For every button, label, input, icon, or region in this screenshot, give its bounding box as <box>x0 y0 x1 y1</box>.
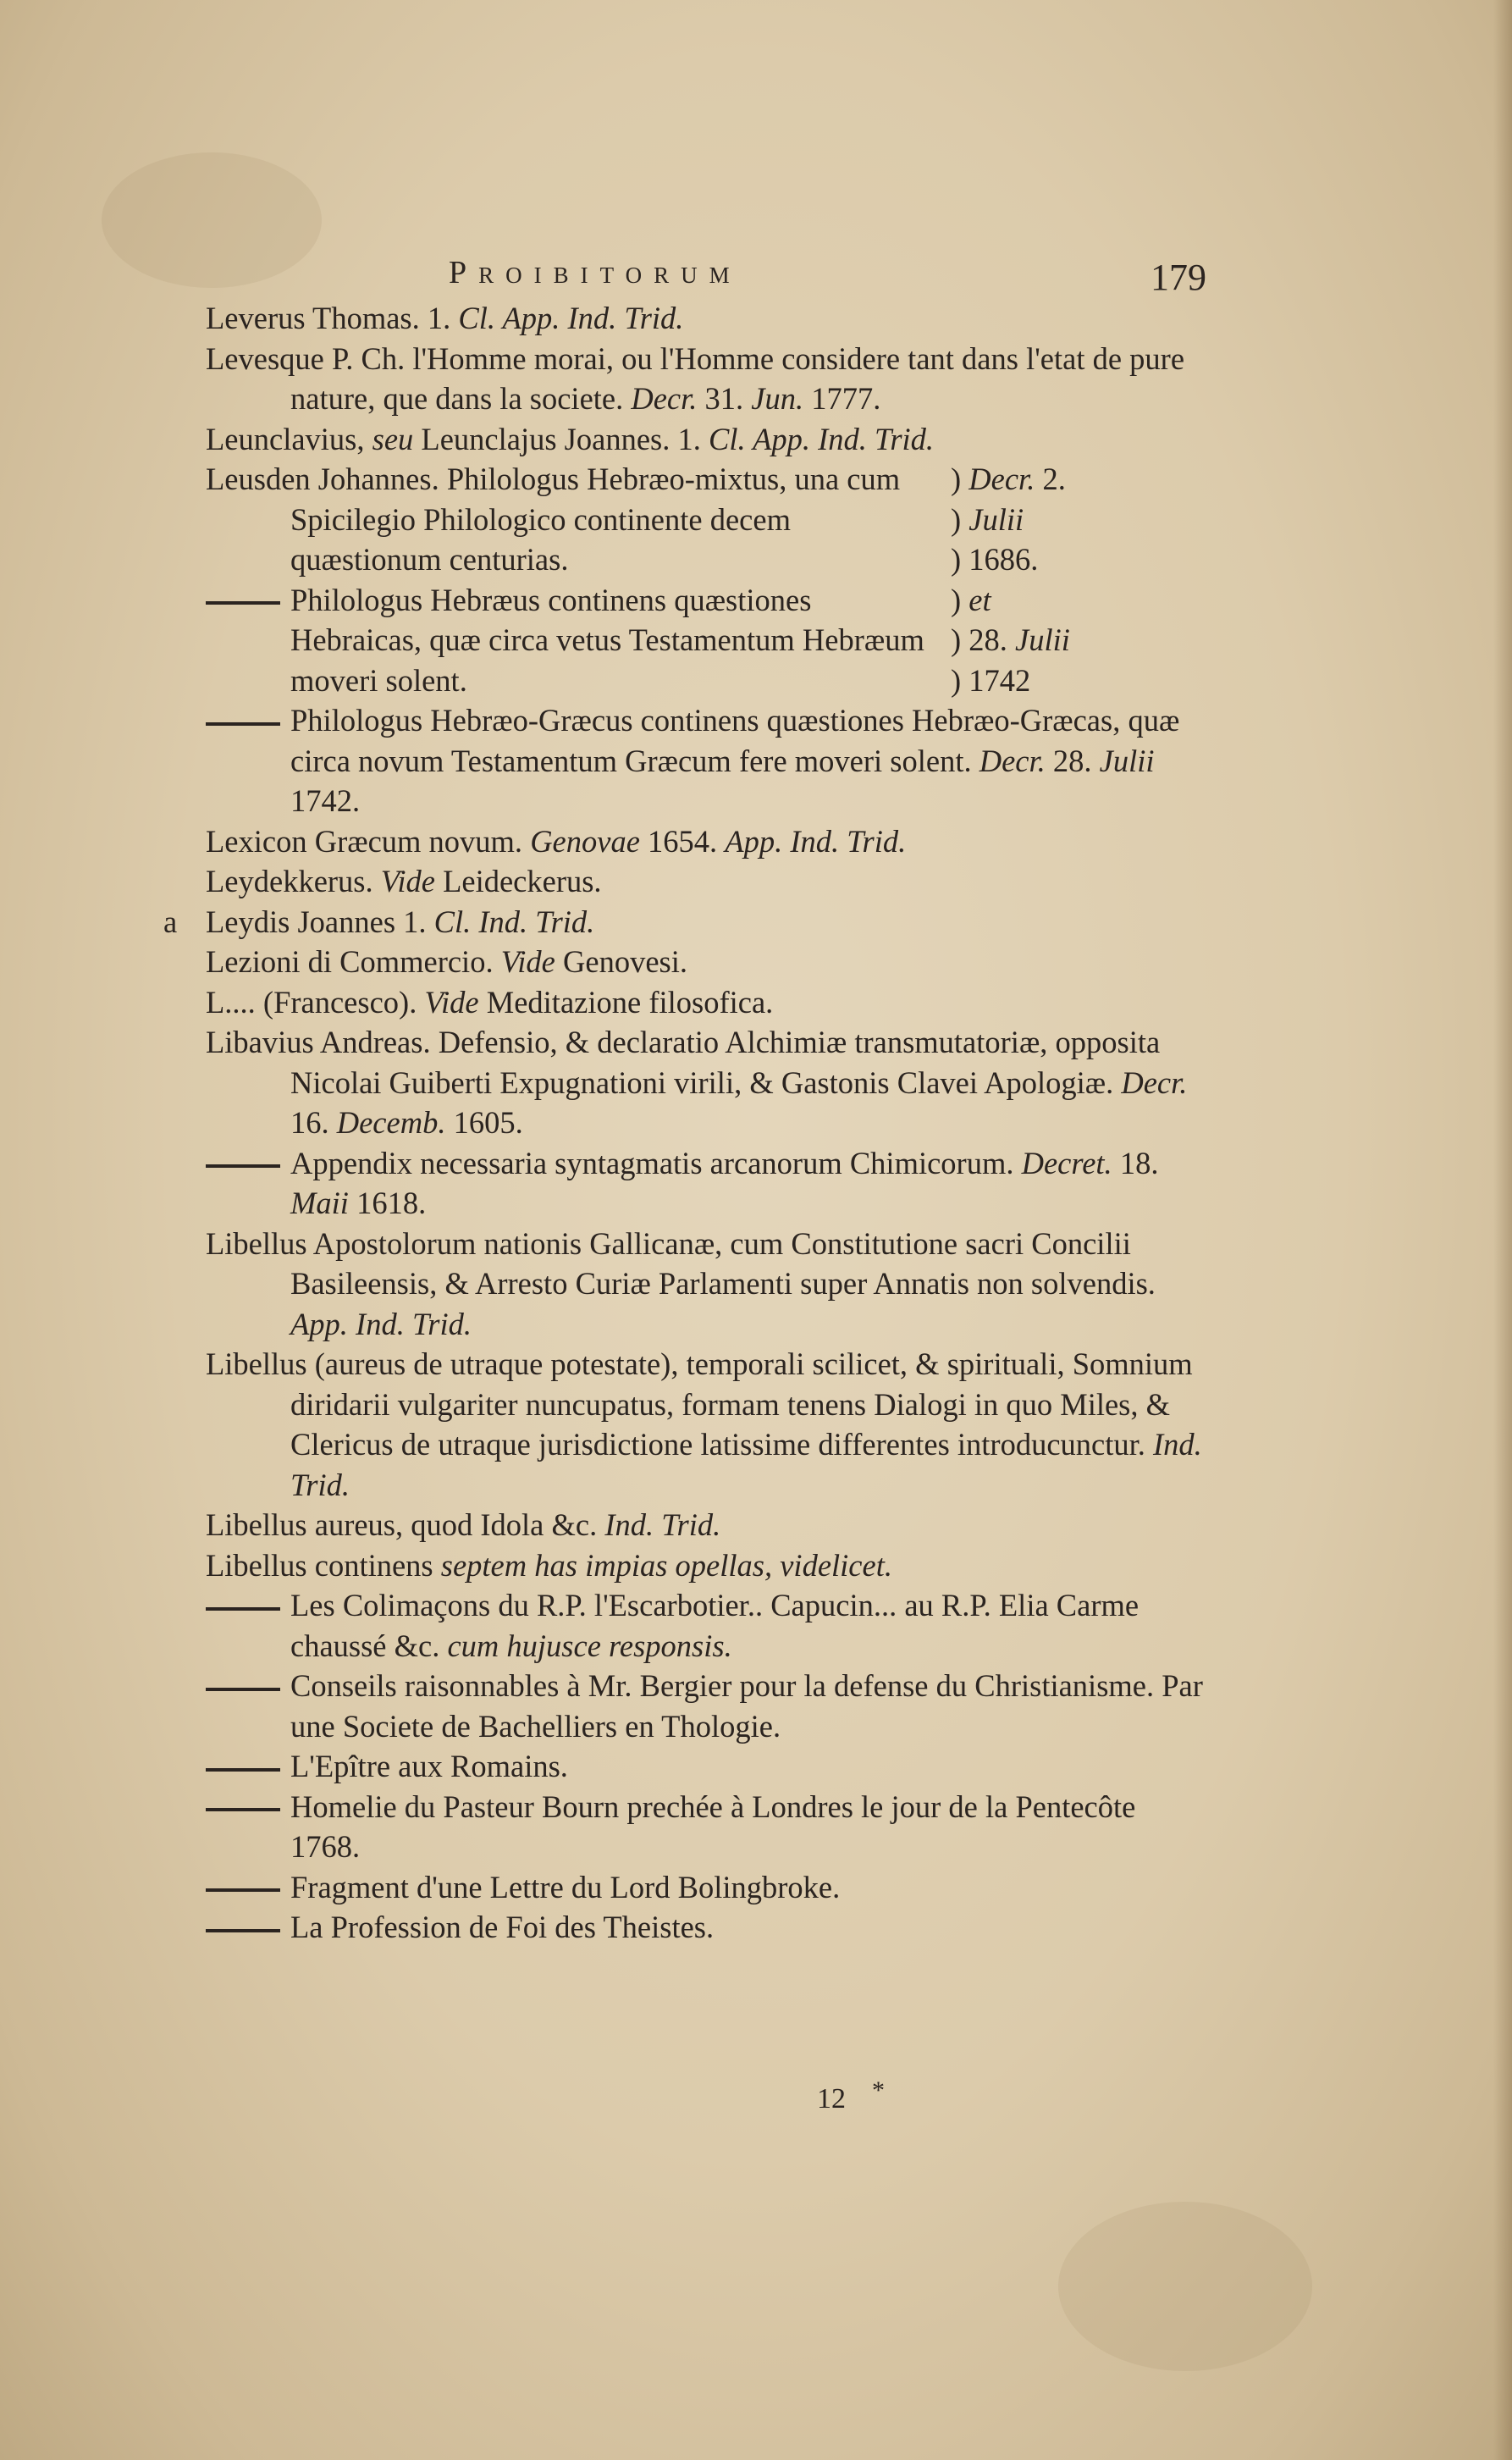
entry-text: 1742. <box>290 783 361 818</box>
entry-text: Homelie du Pasteur Bourn prechée à Londres le jour de la Pentecôte 1768. <box>290 1788 1136 1864</box>
entry-italic: cum hujusce responsis. <box>447 1628 732 1663</box>
entry-italic: seu <box>372 421 414 456</box>
entry-text: Libavius Andreas. Defensio, & declaratio Alchimiæ transmutatoriæ, opposita Nicolai Guiberti Expugnationi virili, & Gastonis Clavei Apologiæ. <box>206 1025 1161 1100</box>
entry-text: 16. <box>290 1105 337 1140</box>
index-entry <box>206 580 934 701</box>
entry-text: 31. <box>697 381 752 416</box>
index-entry <box>206 1867 1205 1908</box>
entry-text: Libellus (aureus de utraque potestate), temporali scilicet, & spirituali, Somnium diridarii vulgariter nuncupatus, formam tenens Dialogi in quo Miles, & Clericus de utraque jurisdictione latissime differentes introducunctur. <box>206 1346 1193 1462</box>
ditto-dash <box>206 1808 280 1811</box>
page-header <box>207 254 1206 305</box>
bracket-note <box>951 580 1205 621</box>
bracket-note <box>951 539 1205 580</box>
entry-italic: Cl. App. Ind. Trid. <box>458 301 684 335</box>
entry-marker: a <box>163 904 178 939</box>
ditto-dash <box>206 1929 280 1932</box>
entry-italic: App. Ind. Trid. <box>725 823 907 859</box>
entry-text: Les Colimaçons du R.P. l'Escarbotier.. Capucin... au R.P. Elia Carme chaussé &c. <box>290 1588 1140 1663</box>
entry-italic: Cl. App. Ind. Trid. <box>709 421 935 456</box>
signature-asterisk: * <box>872 2076 885 2104</box>
entry-text: 1777. <box>803 381 881 416</box>
bracket-note-text: 2. <box>1035 462 1066 496</box>
entry-text: Leusden Johannes. Philologus Hebræo-mixtus, una cum Spicilegio Philologico continente decem quæstionum centurias. <box>206 462 901 577</box>
ditto-dash <box>206 1607 280 1611</box>
index-entry <box>206 1344 1205 1505</box>
entry-group-bracket-notes <box>951 459 1205 700</box>
entry-group-left <box>206 459 934 700</box>
index-entry <box>206 1585 1205 1666</box>
index-entry <box>206 1143 1205 1224</box>
bracket-note <box>951 620 1205 661</box>
bracket-note-italic: Julii <box>1015 622 1070 657</box>
page-number: 179 <box>1151 257 1206 298</box>
bracket-note-italic: Decr. <box>968 462 1035 496</box>
entry-text: Lexicon Græcum novum. <box>206 823 531 859</box>
entry-text: Levesque P. Ch. l'Homme morai, ou l'Homme considere tant dans l'etat de pure nature, que dans la societe. <box>206 340 1185 416</box>
entry-text: Leunclajus Joannes. 1. <box>413 421 709 456</box>
entry-italic: Maii <box>290 1186 349 1220</box>
entry-italic: Decr. <box>1121 1064 1188 1100</box>
index-entry <box>206 1907 1205 1948</box>
index-entry <box>206 942 1205 982</box>
entry-text: La Profession de Foi des Theistes. <box>290 1910 715 1944</box>
index-entry <box>163 902 1205 943</box>
bracket-note <box>951 500 1205 540</box>
entry-text: Genovesi. <box>555 944 687 979</box>
entry-italic: Ind. Trid. <box>604 1507 721 1542</box>
entry-italic: App. Ind. Trid. <box>290 1306 472 1341</box>
bracket-note-text: ) <box>951 582 969 617</box>
bracket-note-text: ) <box>951 501 969 537</box>
running-head: Proibitorum <box>449 255 742 290</box>
entry-italic: septem has impias opellas, videlicet. <box>440 1547 892 1583</box>
index-entry <box>206 700 1205 821</box>
entry-text: Appendix necessaria syntagmatis arcanorum Chimicorum. <box>290 1145 1022 1180</box>
index-entries <box>163 298 1205 1948</box>
ditto-dash <box>206 1888 280 1892</box>
ditto-dash <box>206 722 280 726</box>
entry-text: Libellus aureus, quod Idola &c. <box>206 1507 605 1542</box>
entry-italic: Decr. <box>631 381 698 416</box>
entry-text: 1605. <box>445 1105 523 1140</box>
entry-text: Libellus Apostolorum nationis Gallicanæ, cum Constitutione sacri Concilii Basileensis, & Arresto Curiæ Parlamenti super Annatis non solvendis. <box>206 1225 1156 1301</box>
entry-text: L'Epître aux Romains. <box>290 1749 568 1783</box>
entry-text: Leunclavius, <box>206 421 372 456</box>
entry-italic: Vide <box>380 864 435 898</box>
entry-group <box>206 459 1205 700</box>
entry-italic: Vide <box>424 984 479 1020</box>
index-entry <box>206 1787 1205 1867</box>
entry-text: Meditazione filosofica. <box>478 984 774 1020</box>
entry-text: Philologus Hebræus continens quæstiones Hebraicas, quæ circa vetus Testamentum Hebræum moveri solent. <box>290 582 924 698</box>
index-entry <box>206 1505 1205 1545</box>
bracket-note-text: ) 1742 <box>951 662 1031 698</box>
bracket-note-text: ) 28. <box>951 622 1016 657</box>
entry-italic: Decr. <box>979 743 1046 778</box>
index-entry <box>206 1746 1205 1787</box>
entry-text: Leideckerus. <box>434 864 602 898</box>
entry-italic: Decemb. <box>336 1105 446 1140</box>
entry-text: 1654. <box>639 823 726 859</box>
entry-italic: Genovae <box>530 823 640 859</box>
entry-text: Libellus continens <box>206 1547 441 1583</box>
entry-text: 28. <box>1045 743 1100 778</box>
bracket-note <box>951 459 1205 500</box>
entry-text: Conseils raisonnables à Mr. Bergier pour la defense du Christianisme. Par une Societe de Bachelliers en Thologie. <box>290 1668 1203 1744</box>
bracket-note-italic: Julii <box>968 501 1024 537</box>
entry-text: Philologus Hebræo-Græcus continens quæstiones Hebræo-Græcas, quæ circa novum Testamentum Græcum fere moveri solent. <box>290 703 1180 778</box>
entry-text: Leverus Thomas. 1. <box>206 301 459 335</box>
ditto-dash <box>206 601 280 605</box>
ditto-dash <box>206 1164 280 1168</box>
entry-italic: Julii <box>1099 743 1155 778</box>
entry-italic: Vide <box>500 944 555 979</box>
entry-text: Leydis Joannes 1. <box>206 904 434 939</box>
index-entry <box>206 982 1205 1023</box>
bracket-note-italic: et <box>968 582 991 617</box>
entry-text: Lezioni di Commercio. <box>206 944 501 979</box>
entry-italic: Ind. Trid. <box>290 1427 1202 1502</box>
bracket-note-text: ) <box>951 462 969 496</box>
index-entry <box>206 821 1205 862</box>
index-entry <box>206 1545 1205 1586</box>
entry-text: L.... (Francesco). <box>206 984 425 1020</box>
entry-italic: Decret. <box>1021 1145 1112 1180</box>
entry-italic: Cl. Ind. Trid. <box>433 904 595 939</box>
signature-mark: 12 <box>817 2083 846 2114</box>
index-entry <box>206 861 1205 902</box>
index-entry <box>206 339 1205 419</box>
stain <box>1058 2202 1312 2371</box>
ditto-dash <box>206 1688 280 1691</box>
index-entry <box>206 1224 1205 1345</box>
index-entry <box>206 298 1205 339</box>
entry-italic: Jun. <box>751 381 804 416</box>
entry-text: Leydekkerus. <box>206 864 381 898</box>
index-entry <box>206 1022 1205 1143</box>
bracket-note-text: ) 1686. <box>951 542 1039 577</box>
entry-text: 1618. <box>348 1186 427 1220</box>
index-entry <box>206 419 1205 460</box>
ditto-dash <box>206 1768 280 1772</box>
bracket-note <box>951 661 1205 701</box>
entry-text: Fragment d'une Lettre du Lord Bolingbroke. <box>290 1869 841 1904</box>
entry-text: 18. <box>1112 1145 1159 1180</box>
index-entry <box>206 1666 1205 1746</box>
index-entry <box>206 459 934 580</box>
